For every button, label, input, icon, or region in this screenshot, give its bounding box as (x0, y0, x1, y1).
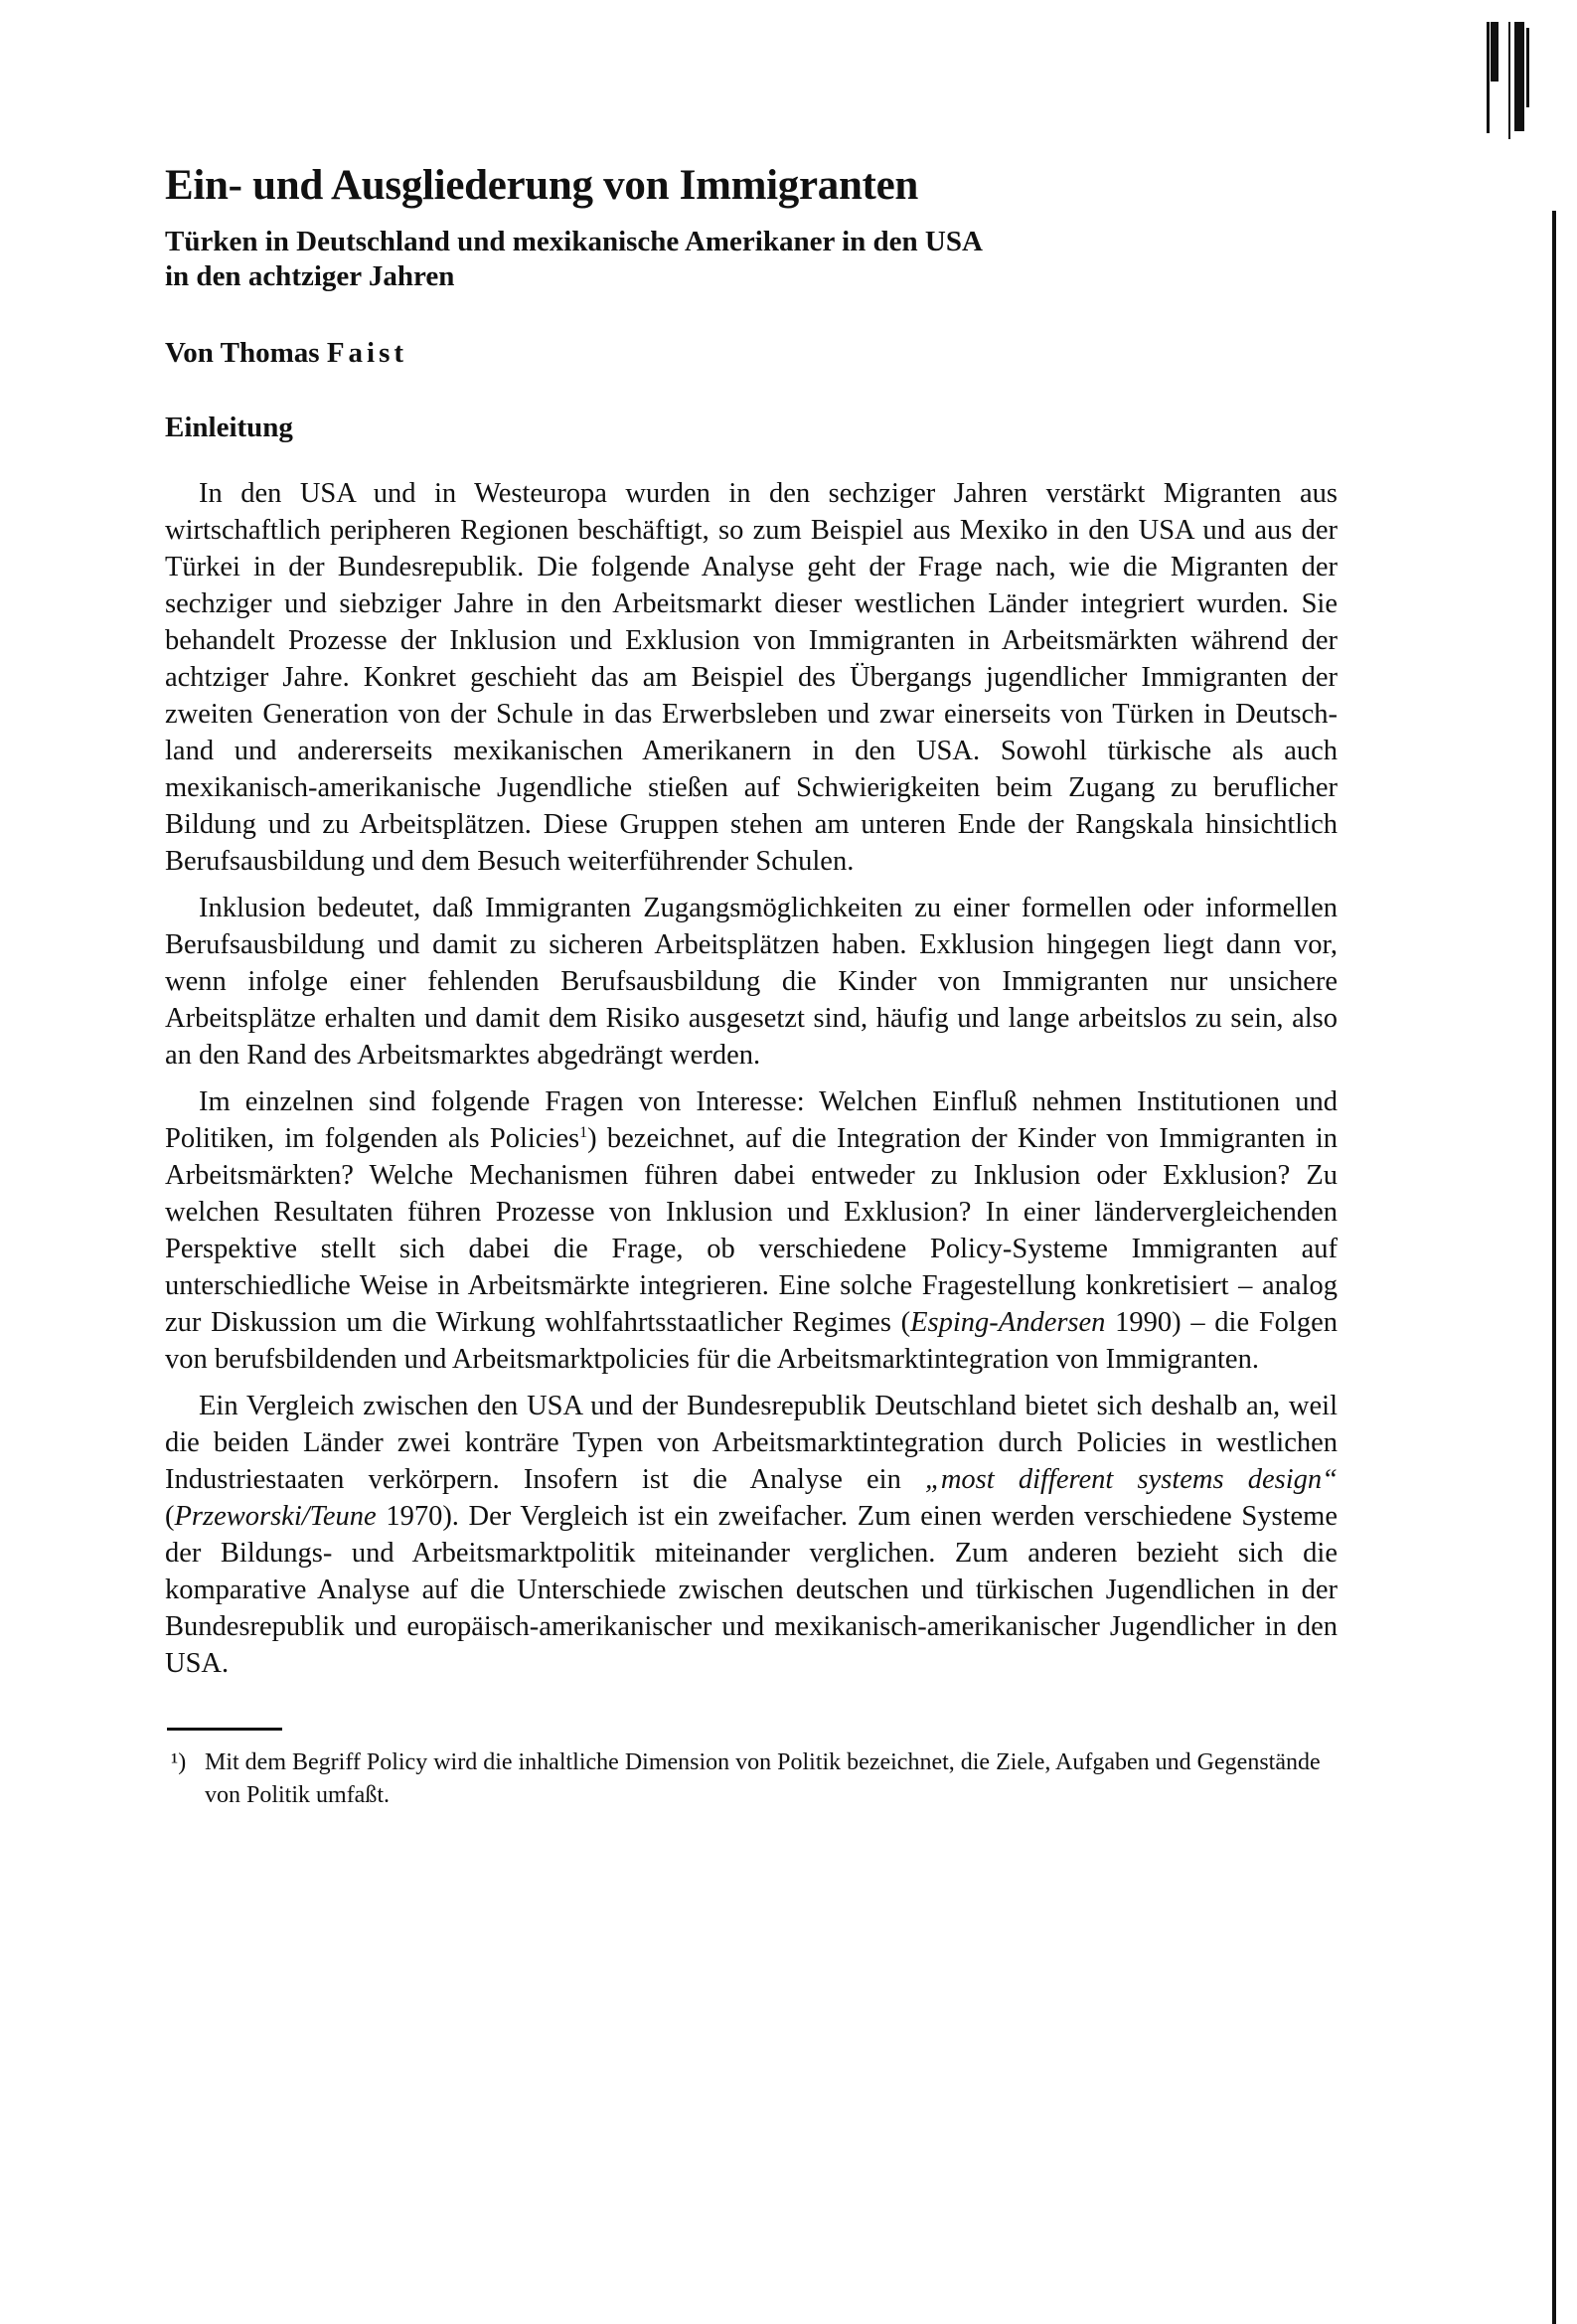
paragraph-1: In den USA und in Westeuropa wurden in den sechziger Jahren verstärkt Migranten aus wirtschaftlich peripheren Regionen beschäftigt, so zum Beispiel aus Mexiko in den USA und aus der Türkei in der Bundesrepublik. Die folgende Analyse geht der Frage nach, wie die Migranten der sechziger und siebziger Jahre in den Arbeitsmarkt dieser westlichen Länder integriert wurden. Sie behandelt Prozesse der Inklusion und Exklusion von Immigranten in Arbeitsmärkten während der achtziger Jahre. Konkret geschieht das am Beispiel des Übergangs jugendlicher Immigranten der zweiten Generation von der Schule in das Erwerbsleben und zwar einerseits von Türken in Deutschland und andererseits mexikanischen Amerikanern in den USA. Sowohl türkische als auch mexikanisch-amerikanische Jugendliche stießen auf Schwierigkeiten beim Zugang zu beruflicher Bildung und zu Arbeitsplätzen. Diese Gruppen stehen am unteren Ende der Rangskala hinsichtlich Berufsausbildung und dem Besuch weiterführender Schulen. (165, 478, 1338, 877)
scan-artifact-top-right-4 (1514, 22, 1524, 131)
paragraph-3-part-2: ) bezeichnet, auf die Integration der Kinder von Immigranten in Arbeitsmärkten? Welche Mechanismen führen dabei entweder zu Inklusion oder Exklusion? Zu welchen Resultaten führen Prozesse von Inklusion und Exklusion? In einer ländervergleichenden Perspektive stellt sich dabei die Frage, ob verschiedene Policy-Systeme Immigranten auf unterschiedliche Weise in Arbeitsmärkte integrieren. Eine solche Fragestellung konkretisiert – analog zur Diskussion um die Wirkung wohlfahrtsstaatlicher Regimes ( (165, 1123, 1338, 1338)
paragraph-4-part-3: 1970). Der Vergleich ist ein zweifacher. Zum einen werden verschiedene Systeme der Bildungs- und Arbeitsmarktpolitik miteinander verglichen. Zum anderen bezieht sich die komparative Analyse auf die Unterschiede zwischen deutschen und türkischen Jugendlichen in der Bundesrepublik und europäisch-amerikanischer und mexikanisch-amerikanischer Jugendlicher in den USA. (165, 1501, 1338, 1679)
paragraph-4-part-1: Ein Vergleich zwischen den USA und der Bundesrepublik Deutschland bietet sich deshalb an, weil die beiden Länder zwei konträre Typen von Arbeitsmarktintegration durch Policies in westlichen Industriestaaten verkörpern. Insofern ist die Analyse ein (165, 1391, 1338, 1495)
article-subtitle (165, 225, 1338, 294)
paragraph-3 (165, 1083, 1338, 1378)
article-author (165, 336, 1338, 371)
scan-artifact-right-edge-line (1552, 211, 1556, 2324)
footnote-1 (165, 1746, 1338, 1812)
scan-artifact-top-right-2 (1491, 22, 1498, 82)
paragraph-3-part-1: Im einzelnen sind folgende Fragen von Interesse: Welchen Einfluß nehmen Institutionen und Politiken, im folgenden als Policies (165, 1086, 1338, 1154)
subtitle-line-2: in den achtziger Jahren (165, 260, 455, 292)
paragraph-3-part-3: 1990) – die Folgen von berufsbildenden und Arbeitsmarktpolicies für die Arbeitsmarktintegration von Immigranten. (165, 1307, 1338, 1375)
subtitle-line-1: Türken in Deutschland und mexikanische Amerikaner in den USA (165, 226, 983, 257)
document-page (165, 159, 1338, 1812)
footnote-reference[interactable]: 1 (579, 1124, 588, 1141)
footnote-divider (167, 1728, 282, 1731)
paragraph-2: Inklusion bedeutet, daß Immigranten Zugangsmöglichkeiten zu einer formellen oder informellen Berufsausbildung und damit zu sicheren Arbeitsplätzen haben. Exklusion hingegen liegt dann vor, wenn infolge einer fehlenden Berufsausbildung die Kinder von Immigranten nur unsichere Arbeitsplätze erhalten und damit dem Risiko ausgesetzt sind, häufig und lange arbeitslos zu sein, also an den Rand des Arbeitsmarktes abgedrängt werden. (165, 893, 1338, 1071)
scan-artifact-top-right-1 (1487, 22, 1490, 133)
quoted-term: „most different systems design“ (925, 1464, 1338, 1495)
section-heading-einleitung: Einleitung (165, 412, 293, 443)
author-surname: Faist (326, 337, 408, 369)
citation-przeworski-teune: Przeworski/Teune (174, 1501, 377, 1532)
paragraph-4-part-2: ( (165, 1501, 175, 1532)
author-prefix: Von Thomas (165, 337, 327, 369)
paragraph-4 (165, 1388, 1338, 1682)
scan-artifact-top-right-5 (1526, 28, 1529, 107)
footnote-text: Mit dem Begriff Policy wird die inhaltliche Dimension von Politik bezeichnet, die Ziele, Aufgaben und Gegenstände von Politik umfaßt. (205, 1749, 1321, 1808)
citation-esping-andersen: Esping-Andersen (910, 1307, 1106, 1338)
article-title: Ein- und Ausgliederung von Immigranten (165, 162, 918, 209)
footnote-marker: ¹) (171, 1749, 187, 1775)
scan-artifact-top-right-3 (1508, 22, 1510, 139)
body-text (165, 475, 1338, 1682)
